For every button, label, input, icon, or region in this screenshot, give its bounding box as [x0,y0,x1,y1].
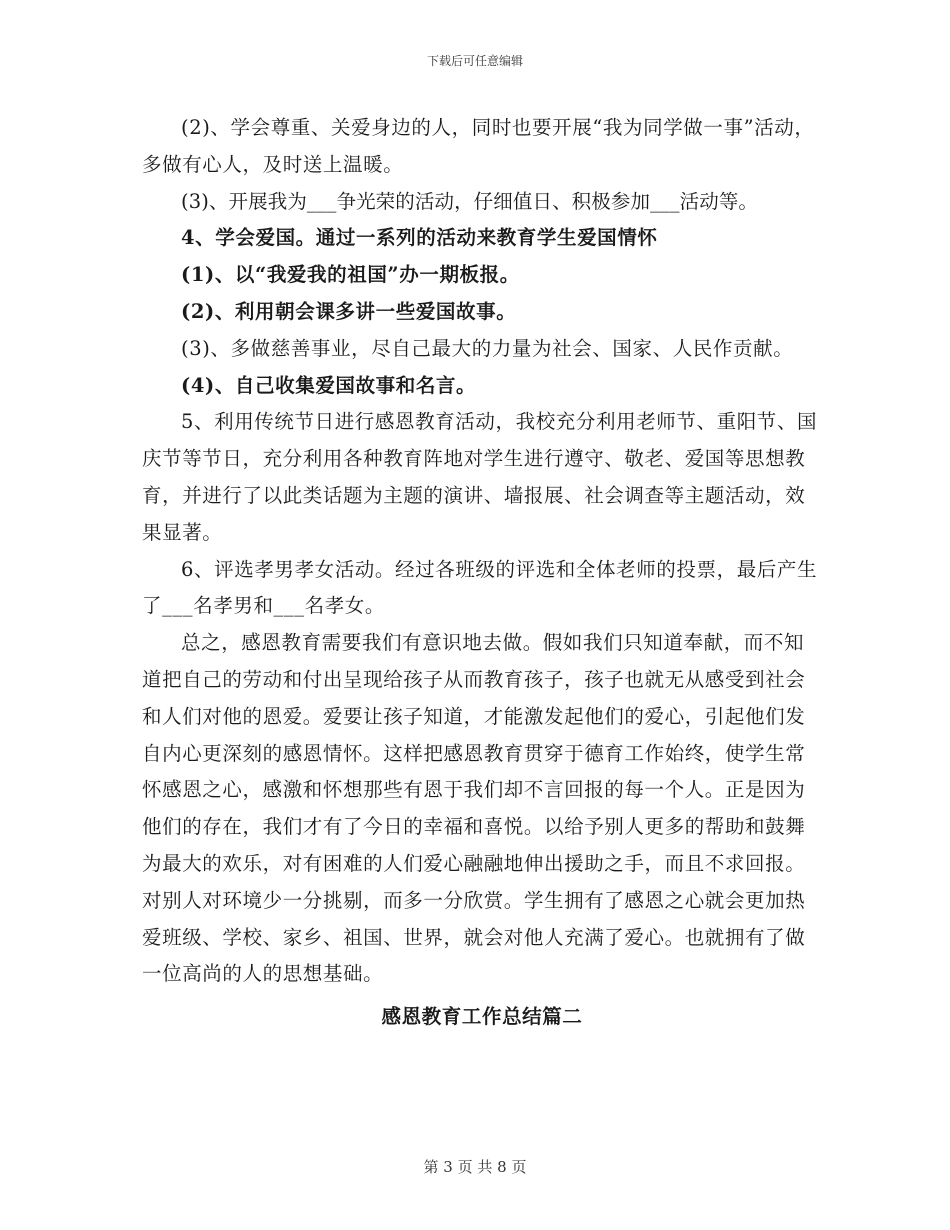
paragraph: (3)、多做慈善事业，尽自己最大的力量为社会、国家、人民作贡献。 [181,336,794,360]
paragraph: 5、利用传统节日进行感恩教育活动，我校充分利用老师节、重阳节、国庆节等节日，充分利用各种教育阵地对学生进行遵守、敬老、爱国等思想教育，并进行了以此类话题为主题的演讲、墙报展、社会调查等主题活动，效果显著。 [142,410,818,544]
paragraph: (3)、开展我为___争光荣的活动，仔细值日、积极参加___活动等。 [181,189,759,213]
page-header: 下载后可任意编辑 [426,54,523,68]
paragraph: (4)、自己收集爱国故事和名言。 [181,373,477,397]
paragraph: 总之，感恩教育需要我们有意识地去做。假如我们只知道奉献，而不知道把自己的劳动和付出呈现给孩子从而教育孩子，孩子也就无从感受到社会和人们对他的恩爱。爱要让孩子知道，才能激发起他们的爱心，引起他们发自内心更深刻的感恩情怀。这样把感恩教育贯穿于德育工作始终，使学生常怀感恩之心，感激和怀想那些有恩于我们却不言回报的每一个人。正是因为他们的存在，我们才有了今日的幸福和喜悦。以给予别人更多的帮助和鼓舞为最大的欢乐，对有困难的人们爱心融融地伸出援助之手，而且不求回报。对别人对环境少一分挑剔，而多一分欣赏。学生拥有了感恩之心就会更加热爱班级、学校、家乡、祖国、世界，就会对他人充满了爱心。也就拥有了做一位高尚的人的思想基础。 [142,631,806,986]
paragraph: (1)、以“我爱我的祖国”办一期板报。 [181,263,520,287]
section-title: 感恩教育工作总结篇二 [381,1005,583,1029]
paragraph: (2)、利用朝会课多讲一些爱国故事。 [181,299,517,323]
section-heading: 4、学会爱国。通过一系列的活动来教育学生爱国情怀 [181,226,658,250]
paragraph: 6、评选孝男孝女活动。经过各班级的评选和全体老师的投票，最后产生了___名孝男和___名孝女。 [142,557,818,618]
paragraph: (2)、学会尊重、关爱身边的人，同时也要开展“我为同学做一事”活动，多做有心人，及时送上温暖。 [142,116,815,176]
document-body [142,110,822,1036]
page-number: 第 3 页 共 8 页 [423,1158,527,1176]
